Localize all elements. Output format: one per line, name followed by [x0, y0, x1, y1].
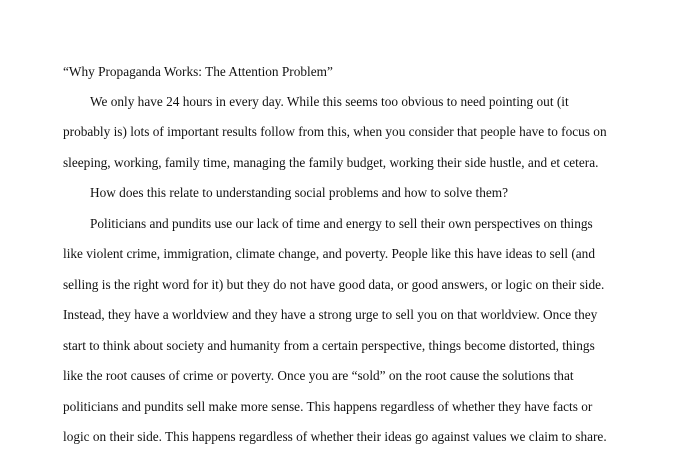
paragraph-line: How does this relate to understanding social problems and how to solve them? [90, 185, 509, 200]
paragraph-line: like the root causes of crime or poverty. Once you are “sold” on the root cause the solutions that [63, 368, 574, 383]
paragraph-line: politicians and pundits sell make more sense. This happens regardless of whether they have facts or [63, 399, 593, 414]
paragraph-line: probably is) lots of important results follow from this, when you consider that people have to focus on [63, 124, 607, 139]
document-title: “Why Propaganda Works: The Attention Problem” [63, 64, 333, 79]
paragraph-line: logic on their side. This happens regardless of whether their ideas go against values we claim to share. [63, 429, 607, 444]
paragraph-line: Instead, they have a worldview and they have a strong urge to sell you on that worldview. Once they [63, 307, 598, 322]
paragraph-line: We only have 24 hours in every day. While this seems too obvious to need pointing out (it [90, 94, 569, 109]
paragraph-line: sleeping, working, family time, managing the family budget, working their side hustle, and et cetera. [63, 155, 599, 170]
paragraph-line: start to think about society and humanity from a certain perspective, things become distorted, things [63, 338, 595, 353]
paragraph-line: selling is the right word for it) but they do not have good data, or good answers, or logic on their side. [63, 277, 605, 292]
paragraph-line: Politicians and pundits use our lack of time and energy to sell their own perspectives on things [90, 216, 593, 231]
paragraph-line: like violent crime, immigration, climate change, and poverty. People like this have ideas to sell (and [63, 246, 595, 261]
